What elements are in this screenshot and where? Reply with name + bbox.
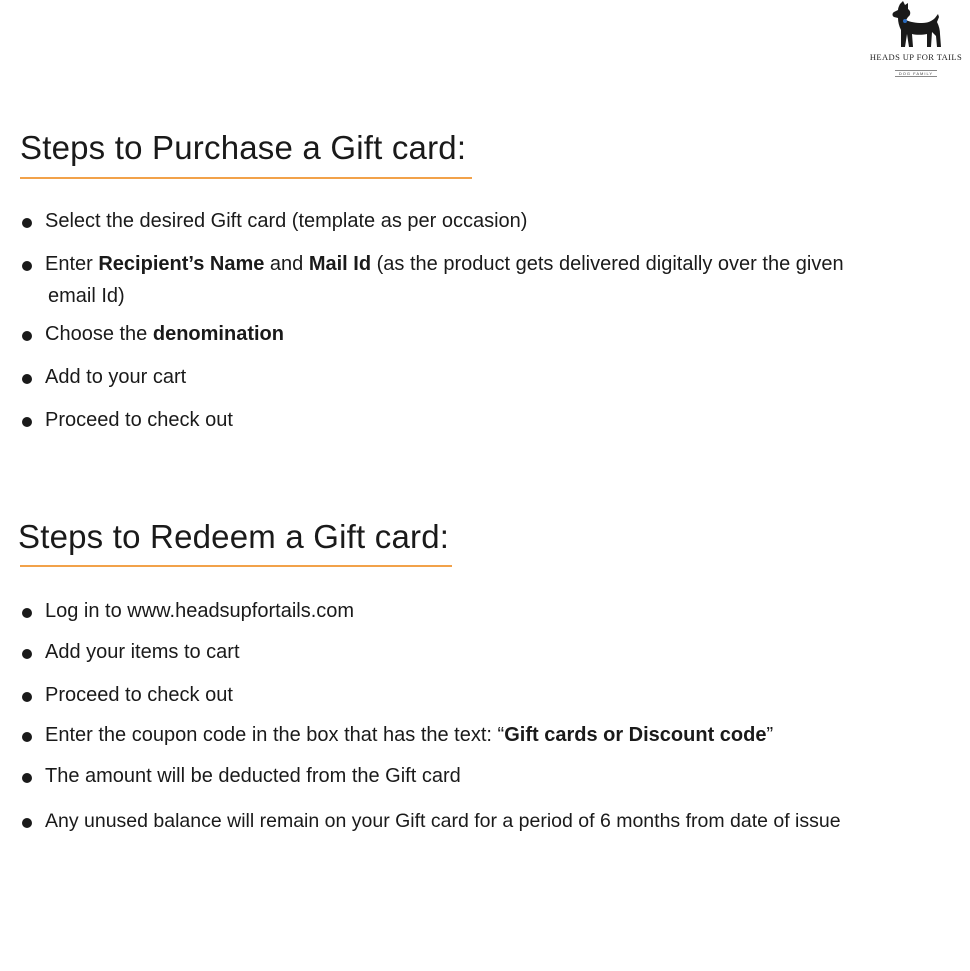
bullet-icon <box>22 261 32 271</box>
purchase-title-underline <box>20 177 472 179</box>
bullet-icon <box>22 732 32 742</box>
step-text: Proceed to check out <box>45 409 233 431</box>
recipient-name-emphasis: Recipient’s Name <box>98 253 265 275</box>
discount-code-emphasis: Gift cards or Discount code <box>504 724 767 746</box>
step-text: Any unused balance will remain on your Gift card for a period of 6 months from date of issue <box>45 810 841 832</box>
bullet-icon <box>22 773 32 783</box>
step-text: Log in to www.headsupfortails.com <box>45 600 355 622</box>
dog-silhouette-icon <box>886 0 946 50</box>
bullet-icon <box>22 649 32 659</box>
step-text: Add your items to cart <box>45 641 240 663</box>
brand-tagline: DOG FAMILY <box>895 70 937 77</box>
step-text: Proceed to check out <box>45 684 233 706</box>
brand-logo <box>862 0 970 74</box>
step-text: Select the desired Gift card (template as per occasion) <box>45 210 528 232</box>
redeem-title-underline <box>20 565 452 567</box>
bullet-icon <box>22 331 32 341</box>
bullet-icon <box>22 417 32 427</box>
step-text: Enter the coupon code in the box that has the text: “Gift cards or Discount code” <box>45 724 774 746</box>
step-text: email Id) <box>48 285 125 307</box>
bullet-icon <box>22 218 32 228</box>
step-text: Add to your cart <box>45 366 187 388</box>
step-text: Choose the denomination <box>45 323 284 345</box>
mail-id-emphasis: Mail Id <box>308 253 372 275</box>
bullet-icon <box>22 374 32 384</box>
step-text: The amount will be deducted from the Gift card <box>45 765 461 787</box>
step-text: Enter Recipient’s Name and Mail Id (as the product gets delivered digitally over the given <box>45 253 844 275</box>
purchase-section-title: Steps to Purchase a Gift card: <box>20 129 467 166</box>
bullet-icon <box>22 818 32 828</box>
redeem-section-title: Steps to Redeem a Gift card: <box>18 518 450 555</box>
bullet-icon <box>22 692 32 702</box>
brand-name: HEADS UP FOR TAILS <box>869 52 963 62</box>
denomination-emphasis: denomination <box>152 323 284 345</box>
bullet-icon <box>22 608 32 618</box>
